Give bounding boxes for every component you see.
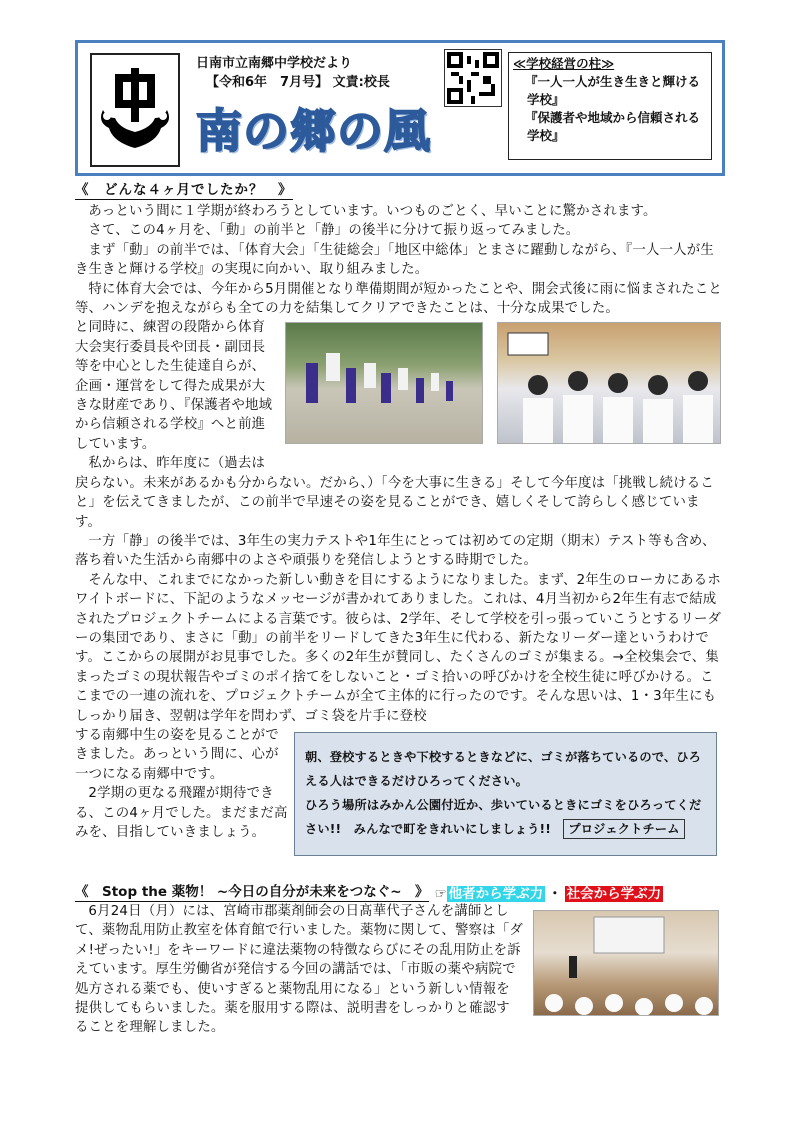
newsletter-title: 南の郷の風 [196, 104, 431, 158]
paragraph: する南郷中生の姿を見ることができました。あっという間に、心が一つになる南郷中です。 [75, 727, 279, 782]
message-signature: プロジェクトチーム [563, 819, 684, 839]
section-four-months [75, 178, 725, 860]
content-flow [75, 178, 725, 1038]
paragraph: あっという間に１学期が終わろうとしています。いつものごとく、早いことに驚かされます。 [88, 204, 657, 219]
pointing-hand-icon: ☞ [434, 885, 447, 902]
sports-day-dance-photo [285, 322, 483, 444]
tag-separator: ・ [548, 885, 562, 902]
drug-prevention-class-photo [533, 910, 719, 1016]
skill-tag-others: 他者から学ぶ力 [448, 885, 544, 902]
school-logo [90, 53, 180, 167]
issue-info: 【令和6年 7月号】 文責:校長 [206, 75, 390, 90]
pillar-item: 『保護者や地域から信頼される学校』 [525, 110, 701, 143]
message-line: 朝、登校するときや下校するときなどに、ゴミが落ちているので、ひろえる人はできるだけひろってください。 [305, 749, 702, 788]
newsletter-header [75, 40, 725, 176]
sports-day-team-photo [497, 322, 721, 444]
qr-code[interactable] [444, 49, 502, 107]
section-stop-drugs [75, 880, 725, 1038]
paragraph: さて、この4ヶ月を、「動」の前半と「静」の後半に分けて振り返ってみました。 [88, 223, 580, 239]
paragraph: 6月24日（月）には、宮崎市郡薬剤師会の日髙華代子さんを講師として、薬物乱用防止教室を体育館で行いました。薬物に関して、警察は「ダメ!ぜったい!」をキーワードに違法薬物の特徴ならびにその乱用防止を訴えています。厚生労働省が発信する今回の講話では、「市販の薬や病院で処方される薬でも、使いすぎると薬物乱用になる」という新しい情報を提供してもらいました。薬を服用する際は、説明書をしっかりと確認することを理解しました。 [75, 903, 523, 1036]
paragraph: 2学期の更なる飛躍が期待できる、この4ヶ月でした。まだまだ高みを、目指していきましょう。 [75, 786, 288, 840]
pillar-item: 『一人一人が生き生きと輝ける学校』 [525, 74, 701, 107]
whiteboard-message-box [294, 732, 717, 856]
paragraph: と同時に、練習の段階から体育大会実行委員長や団長・副団長等を中心とした生徒達自らが、企画・運営をして得た成果が大きな財産であり、『保護者や地域から信頼される学校』へと前進しています。 [75, 320, 273, 452]
school-pillars [508, 52, 712, 160]
skill-tag-society: 社会から学ぶ力 [566, 885, 662, 902]
section-title: 《 Stop the 薬物！ ~今日の自分が未来をつなぐ~ 》 [75, 880, 429, 902]
paragraph: 特に体育大会では、今年から5月開催となり準備期間が短かったことや、開会式後に雨に悩まされたこと等、ハンデを抱えながらも全ての力を結集してクリアできたことは、十分な成果でした。 [75, 281, 723, 317]
photo-group [285, 322, 725, 450]
paragraph: そんな中、これまでになかった新しい動きを目にするようになりました。まず、2年生のローカにあるホワイトボードに、下記のようなメッセージが書かれてありました。これは、4月当初から2年生有志で結成されたプロジェクトチームによる言葉です。彼らは、2学年、そして学校を引っ張っていこうとするリーダーの集団であり、まさに「動」の前半をリードしてきた3年生に代わる、新たなリーダー達というわけです。ここからの展開がお見事でした。多くの2年生が賛同し、たくさんのゴミが集まる。→全校集会で、集まったゴミの現状報告やゴミのポイ捨てをしないこと・ゴミ拾いの呼びかけを全校生徒に呼びかける。ここまでの一連の流れを、プロジェクトチームが全て主体的に行ったのです。そんな思いは、1・3年生にもしっかり届き、翌朝は学年を問わず、ゴミ袋を片手に登校 [75, 572, 722, 724]
paragraph: まず「動」の前半では、「体育大会」「生徒総会」「地区中総体」とまさに躍動しながら、『一人一人が生き生きと輝ける学校』の実現に向かい、取り組みました。 [75, 242, 714, 278]
paragraph: 一方「静」の後半では、3年生の実力テストや1年生にとっては初めての定期（期末）テスト等も含め、落ち着いた生活から南郷中のよさや頑張りを発信しようとする時期でした。 [75, 533, 716, 569]
paragraph: 私からは、昨年度に（過去は戻らない。未来があるかも分からない。だから、）「今を大事に生きる」そして今年度は「挑戦し続けること」を伝えてきましたが、この前半で早速その姿を見ることができ、嬉しくそして誇らしく感じています。 [75, 456, 714, 530]
message-line: ひろう場所はみかん公園付近か、歩いているときにゴミをひろってください!! みんなで町をきれいにしましょう!! [305, 797, 702, 836]
pillars-heading: ≪学校経営の柱≫ [513, 56, 615, 71]
section-title: 《 どんな４ヶ月でしたか？ 》 [75, 178, 293, 200]
school-name: 日南市立南郷中学校だより [196, 56, 353, 71]
